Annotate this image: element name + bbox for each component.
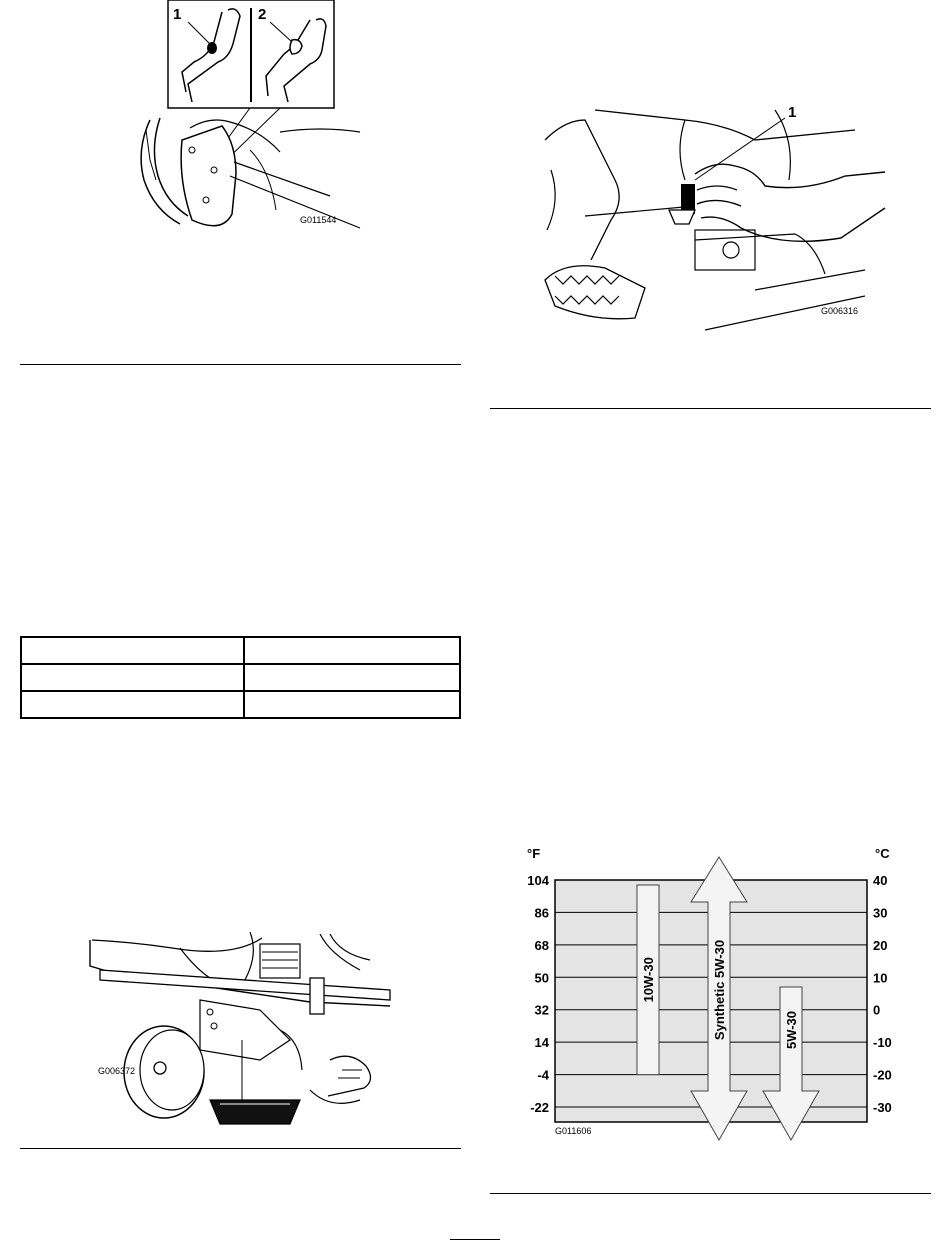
page-number-underline	[450, 1239, 500, 1240]
left-tick-label: 32	[534, 1002, 549, 1018]
section-divider	[490, 1193, 931, 1194]
figure-dipstick	[545, 100, 885, 330]
figure-id-label: G006372	[98, 1066, 136, 1076]
left-tick-label: 50	[534, 970, 549, 986]
section-divider	[20, 364, 461, 365]
cover-detail-drawing	[130, 0, 470, 240]
figure-oil-drain	[80, 930, 400, 1130]
table-cell	[21, 691, 244, 718]
table-cell	[244, 637, 460, 664]
series-label: 5W-30	[784, 1010, 799, 1050]
chart-svg	[515, 840, 915, 1140]
figure-cover-detail	[130, 0, 470, 240]
dipstick-drawing	[545, 100, 885, 330]
section-divider	[490, 408, 931, 409]
left-tick-label: -4	[537, 1067, 549, 1083]
left-tick-label: 86	[534, 905, 549, 921]
oil-viscosity-chart	[515, 840, 915, 1140]
left-tick-label: 68	[534, 937, 549, 953]
right-axis-unit: °C	[875, 846, 890, 861]
callout-2: 2	[258, 6, 267, 23]
series-label: Synthetic 5W-30	[712, 939, 727, 1041]
table-row	[21, 691, 460, 718]
callout-1: 1	[788, 104, 797, 121]
table-row	[21, 637, 460, 664]
left-axis-unit: °F	[527, 846, 541, 861]
callout-1: 1	[173, 6, 182, 23]
table-cell	[21, 637, 244, 664]
spec-table	[20, 636, 461, 719]
table-cell	[244, 664, 460, 691]
right-tick-label: -10	[873, 1035, 892, 1051]
right-tick-label: -30	[873, 1100, 892, 1115]
figure-id-label: G011544	[300, 215, 337, 225]
table-cell	[21, 664, 244, 691]
table-row	[21, 664, 460, 691]
right-tick-label: -20	[873, 1067, 892, 1083]
figure-id-label: G006316	[821, 306, 859, 316]
oil-drain-drawing	[80, 930, 400, 1130]
right-tick-label: 30	[873, 905, 888, 921]
table-cell	[244, 691, 460, 718]
left-tick-label: 104	[527, 873, 549, 888]
right-tick-label: 20	[873, 937, 888, 953]
figure-id-label: G011606	[555, 1126, 592, 1136]
left-tick-label: -22	[530, 1100, 549, 1115]
right-tick-label: 40	[873, 873, 888, 888]
left-tick-label: 14	[534, 1035, 549, 1051]
series-label: 10W-30	[641, 957, 656, 1003]
section-divider	[20, 1148, 461, 1149]
right-tick-label: 0	[873, 1002, 881, 1018]
right-tick-label: 10	[873, 970, 888, 986]
